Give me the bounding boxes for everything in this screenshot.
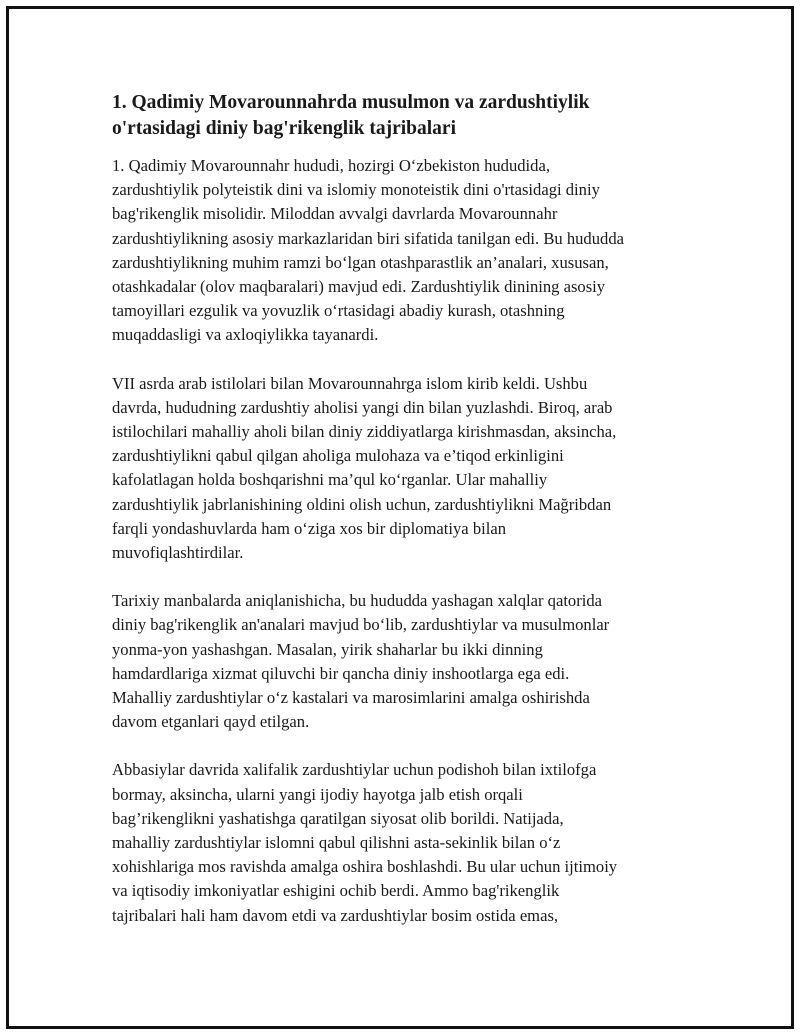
paragraph-3: Tarixiy manbalarda aniqlanishicha, bu hududda yashagan xalqlar qatorida diniy bag'rikenglik an'analari mavjud bo‘lib, zardushtiylar va musulmonlar yonma-yon yashashgan. Masalan, yirik shaharlar bu ikki dinning hamdardlariga xizmat qiluvchi bir qancha diniy inshootlarga ega edi. Mahalliy zardushtiylar o‘z kastalari va marosimlarini amalga oshirishda davom etganlari qayd etilgan. <box>112 591 610 732</box>
paragraph-1: 1. Qadimiy Movarounnahr hududi, hozirgi O‘zbekiston hududida, zardushtiylik polyteistik dini va islomiy monoteistik dini o'rtasidagi diniy bag'rikenglik misolidir. Miloddan avvalgi davrlarda Movarounnahr zardushtiylikning asosiy markazlaridan biri sifatida tanilgan edi. Bu hududda zardushtiylikning muhim ramzi bo‘lgan otashparastlik an’analari, xususan, otashkadalar (olov maqbaralari) mavjud edi. Zardushtiylik dinining asosiy tamoyillari ezgulik va yovuzlik o‘rtasidagi abadiy kurash, otashning muqaddasligi va axloqiylikka tayanardi. <box>112 156 624 345</box>
section-heading: 1. Qadimiy Movarounnahrda musulmon va zardushtiylik o'rtasidagi diniy bag'rikenglik tajribalari <box>112 92 590 139</box>
paragraph-2: VII asrda arab istilolari bilan Movarounnahrga islom kirib keldi. Ushbu davrda, hududning zardushtiy aholisi yangi din bilan yuzlashdi. Biroq, arab istilochilari mahalliy aholi bilan diniy ziddiyatlarga kirishmasdan, aksincha, zardushtiylikni qabul qilgan aholiga mulohaza va e’tiqod erkinligini kafolatlagan holda boshqarishni ma’qul ko‘rganlar. Ular mahalliy zardushtiylik jabrlanishining oldini olish uchun, zardushtiylikni Mağribdan farqli yondashuvlarda ham o‘ziga xos bir diplomatiya bilan muvofiqlashtirdilar. <box>112 373 617 563</box>
document-body <box>112 90 692 952</box>
paragraph-4: Abbasiylar davrida xalifalik zardushtiylar uchun podishoh bilan ixtilofga bormay, aksincha, ularni yangi ijodiy hayotga jalb etish orqali bag’rikenglikni yashatishga qaratilgan siyosat olib borildi. Natijada, mahalliy zardushtiylar islomni qabul qilishni asta-sekinlik bilan o‘z xohishlariga mos ravishda amalga oshira boshlashdi. Bu ular uchun ijtimoiy va iqtisodiy imkoniyatlar eshigini ochib berdi. Ammo bag'rikenglik tajribalari hali ham davom etdi va zardushtiylar bosim ostida emas, <box>112 760 618 925</box>
